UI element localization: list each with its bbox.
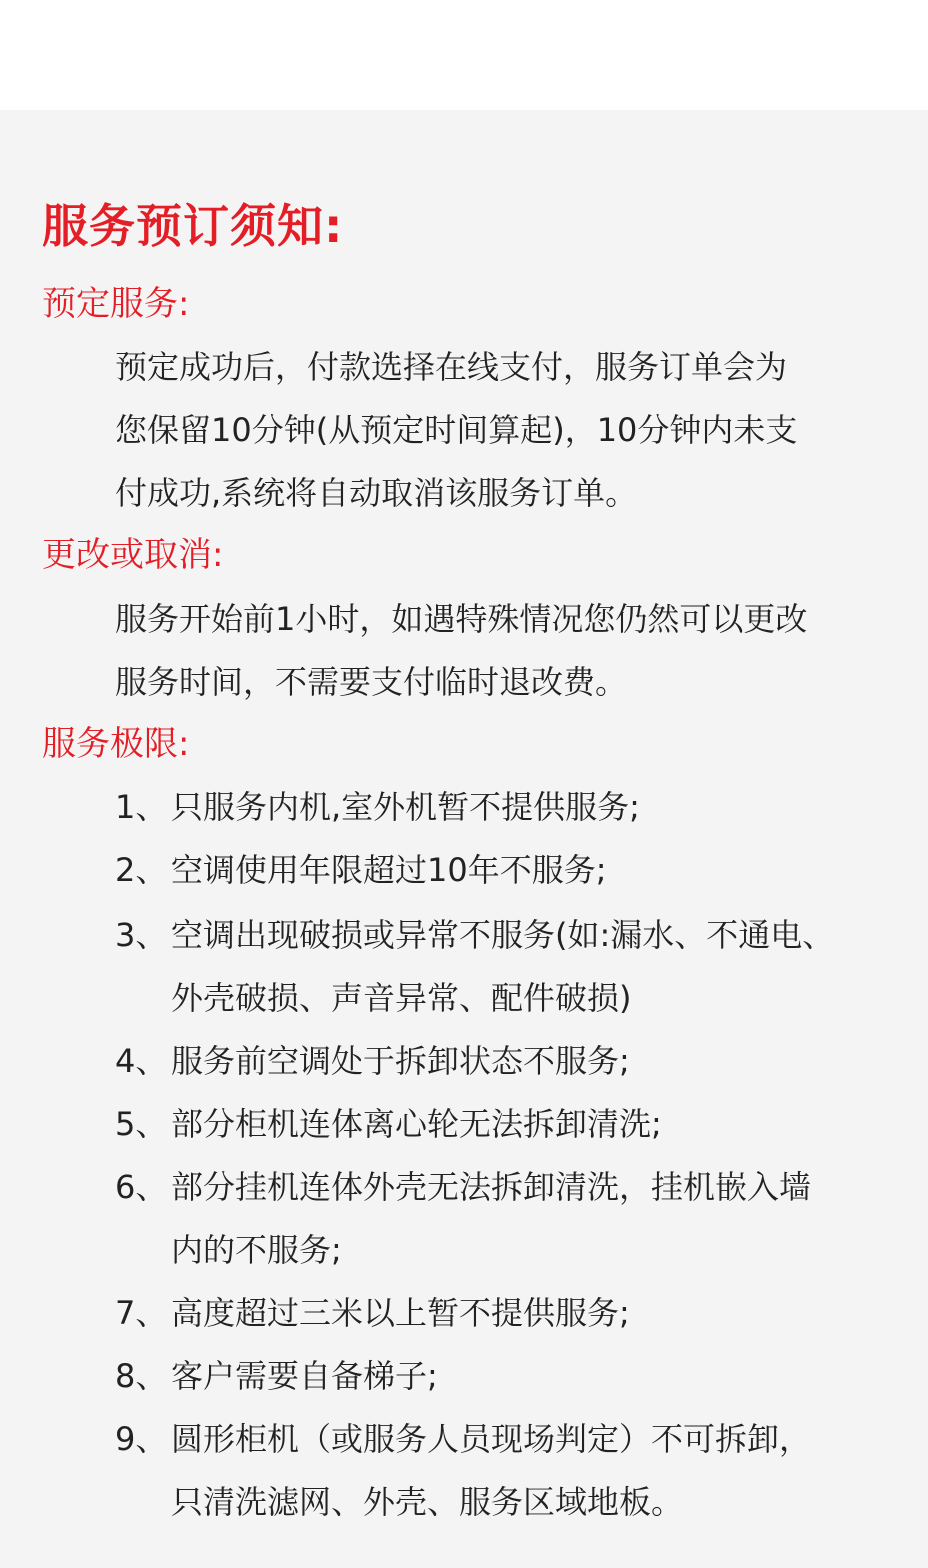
list-item-number: 1、 [115, 788, 168, 826]
list-item [115, 1408, 915, 1534]
body-line: 服务时间，不需要支付临时退改费。 [115, 663, 628, 701]
list-item-number: 6、 [115, 1168, 168, 1206]
list-item-number: 7、 [115, 1294, 168, 1332]
list-item-number: 3、 [115, 916, 168, 954]
page-title: 服务预订须知: [42, 199, 344, 253]
top-blank-band [0, 0, 928, 110]
list-item-text: 只服务内机,室外机暂不提供服务; [171, 788, 640, 826]
list-item-text: 高度超过三米以上暂不提供服务; [171, 1294, 630, 1332]
list-item-text: 只清洗滤网、外壳、服务区域地板。 [171, 1483, 684, 1521]
list-item-text: 部分柜机连体离心轮无法拆卸清洗; [171, 1105, 662, 1143]
list-item-text: 外壳破损、声音异常、配件破损) [171, 979, 632, 1017]
list-item [115, 904, 915, 1030]
list-item-number: 9、 [115, 1420, 168, 1458]
list-item [115, 1030, 915, 1093]
list-item-number: 5、 [115, 1105, 168, 1143]
list-item [115, 1282, 915, 1345]
body-line: 您保留10分钟(从预定时间算起)，10分钟内未支 [115, 411, 798, 449]
list-item-number: 4、 [115, 1042, 168, 1080]
list-item-text: 空调使用年限超过10年不服务; [171, 851, 607, 889]
list-item [115, 1093, 915, 1156]
list-item [115, 776, 915, 839]
section-heading-limits: 服务极限: [42, 724, 190, 764]
list-item [115, 1156, 915, 1282]
list-item [115, 839, 915, 902]
section-heading-change-cancel: 更改或取消: [42, 535, 224, 575]
section-heading-booking: 预定服务: [42, 284, 190, 324]
body-line: 付成功,系统将自动取消该服务订单。 [115, 474, 638, 512]
section-body-booking [115, 336, 895, 525]
list-item-number: 2、 [115, 851, 168, 889]
section-body-change-cancel [115, 588, 895, 714]
list-item-number: 8、 [115, 1357, 168, 1395]
list-item [115, 1345, 915, 1408]
list-item-text: 服务前空调处于拆卸状态不服务; [171, 1042, 630, 1080]
list-item-text: 内的不服务; [171, 1231, 342, 1269]
body-line: 服务开始前1小时，如遇特殊情况您仍然可以更改 [115, 600, 808, 638]
list-item-text: 客户需要自备梯子; [171, 1357, 438, 1395]
list-item-text: 圆形柜机（或服务人员现场判定）不可拆卸， [171, 1420, 812, 1458]
body-line: 预定成功后，付款选择在线支付，服务订单会为 [115, 348, 788, 386]
list-item-text: 部分挂机连体外壳无法拆卸清洗，挂机嵌入墙 [171, 1168, 812, 1206]
list-item-text: 空调出现破损或异常不服务(如:漏水、不通电、 [171, 916, 835, 954]
